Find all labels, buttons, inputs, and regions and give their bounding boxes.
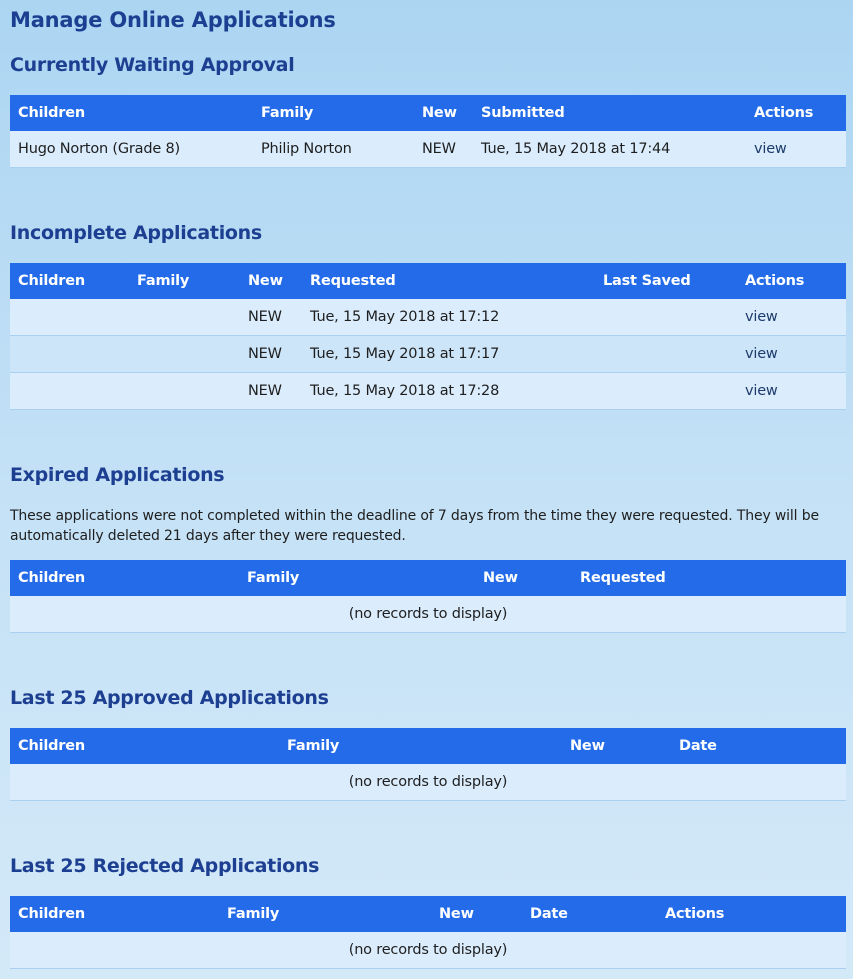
cell-family xyxy=(129,336,240,373)
incomplete-applications-heading: Incomplete Applications xyxy=(10,222,262,244)
column-header-new[interactable]: New xyxy=(562,728,671,764)
column-header-submitted[interactable]: Submitted xyxy=(473,95,746,131)
table-header-row xyxy=(10,95,846,131)
column-header-family[interactable]: Family xyxy=(219,896,431,932)
no-records-message: (no records to display) xyxy=(10,764,846,801)
column-header-children[interactable]: Children xyxy=(10,560,239,596)
incomplete-applications-table xyxy=(10,263,846,410)
view-link[interactable]: view xyxy=(745,383,778,399)
cell-family: Philip Norton xyxy=(253,131,414,168)
cell-last-saved xyxy=(595,299,737,336)
table-header-row xyxy=(10,263,846,299)
expired-applications-table xyxy=(10,560,846,633)
table-header-row xyxy=(10,728,846,764)
column-header-actions: Actions xyxy=(657,896,846,932)
approved-applications-table xyxy=(10,728,846,801)
column-header-date[interactable]: Date xyxy=(671,728,846,764)
cell-family xyxy=(129,373,240,410)
column-header-new[interactable]: New xyxy=(240,263,302,299)
column-header-family[interactable]: Family xyxy=(129,263,240,299)
column-header-children[interactable]: Children xyxy=(10,728,279,764)
cell-new: NEW xyxy=(240,299,302,336)
table-header-row xyxy=(10,560,846,596)
column-header-family[interactable]: Family xyxy=(253,95,414,131)
approved-applications-heading: Last 25 Approved Applications xyxy=(10,687,329,709)
view-link[interactable]: view xyxy=(754,141,787,157)
table-row xyxy=(10,299,846,336)
column-header-new[interactable]: New xyxy=(475,560,572,596)
no-records-message: (no records to display) xyxy=(10,932,846,969)
table-header-row xyxy=(10,896,846,932)
column-header-actions: Actions xyxy=(746,95,846,131)
cell-actions xyxy=(737,336,846,373)
column-header-children[interactable]: Children xyxy=(10,263,129,299)
rejected-applications-table xyxy=(10,896,846,969)
table-row xyxy=(10,336,846,373)
cell-family xyxy=(129,299,240,336)
waiting-approval-heading: Currently Waiting Approval xyxy=(10,54,295,76)
column-header-family[interactable]: Family xyxy=(279,728,562,764)
cell-new: NEW xyxy=(240,373,302,410)
view-link[interactable]: view xyxy=(745,309,778,325)
cell-new: NEW xyxy=(414,131,473,168)
column-header-requested[interactable]: Requested xyxy=(572,560,846,596)
cell-children: Hugo Norton (Grade 8) xyxy=(10,131,253,168)
column-header-requested[interactable]: Requested xyxy=(302,263,595,299)
cell-requested: Tue, 15 May 2018 at 17:28 xyxy=(302,373,595,410)
cell-actions xyxy=(746,131,846,168)
cell-requested: Tue, 15 May 2018 at 17:12 xyxy=(302,299,595,336)
column-header-new[interactable]: New xyxy=(431,896,522,932)
cell-last-saved xyxy=(595,373,737,410)
page-title: Manage Online Applications xyxy=(10,8,336,32)
cell-actions xyxy=(737,373,846,410)
cell-children xyxy=(10,336,129,373)
rejected-applications-heading: Last 25 Rejected Applications xyxy=(10,855,320,877)
cell-actions xyxy=(737,299,846,336)
view-link[interactable]: view xyxy=(745,346,778,362)
waiting-approval-table xyxy=(10,95,846,168)
table-row xyxy=(10,131,846,168)
cell-children xyxy=(10,373,129,410)
column-header-last-saved[interactable]: Last Saved xyxy=(595,263,737,299)
column-header-date[interactable]: Date xyxy=(522,896,657,932)
cell-submitted: Tue, 15 May 2018 at 17:44 xyxy=(473,131,746,168)
column-header-new[interactable]: New xyxy=(414,95,473,131)
table-row xyxy=(10,932,846,969)
cell-children xyxy=(10,299,129,336)
column-header-family[interactable]: Family xyxy=(239,560,475,596)
cell-last-saved xyxy=(595,336,737,373)
column-header-children[interactable]: Children xyxy=(10,896,219,932)
column-header-children[interactable]: Children xyxy=(10,95,253,131)
table-row xyxy=(10,373,846,410)
no-records-message: (no records to display) xyxy=(10,596,846,633)
column-header-actions: Actions xyxy=(737,263,846,299)
table-row xyxy=(10,764,846,801)
table-row xyxy=(10,596,846,633)
expired-applications-heading: Expired Applications xyxy=(10,464,225,486)
cell-requested: Tue, 15 May 2018 at 17:17 xyxy=(302,336,595,373)
cell-new: NEW xyxy=(240,336,302,373)
expired-description: These applications were not completed within the deadline of 7 days from the time they were requested. They will be automatically deleted 21 days after they were requested. xyxy=(10,508,819,544)
